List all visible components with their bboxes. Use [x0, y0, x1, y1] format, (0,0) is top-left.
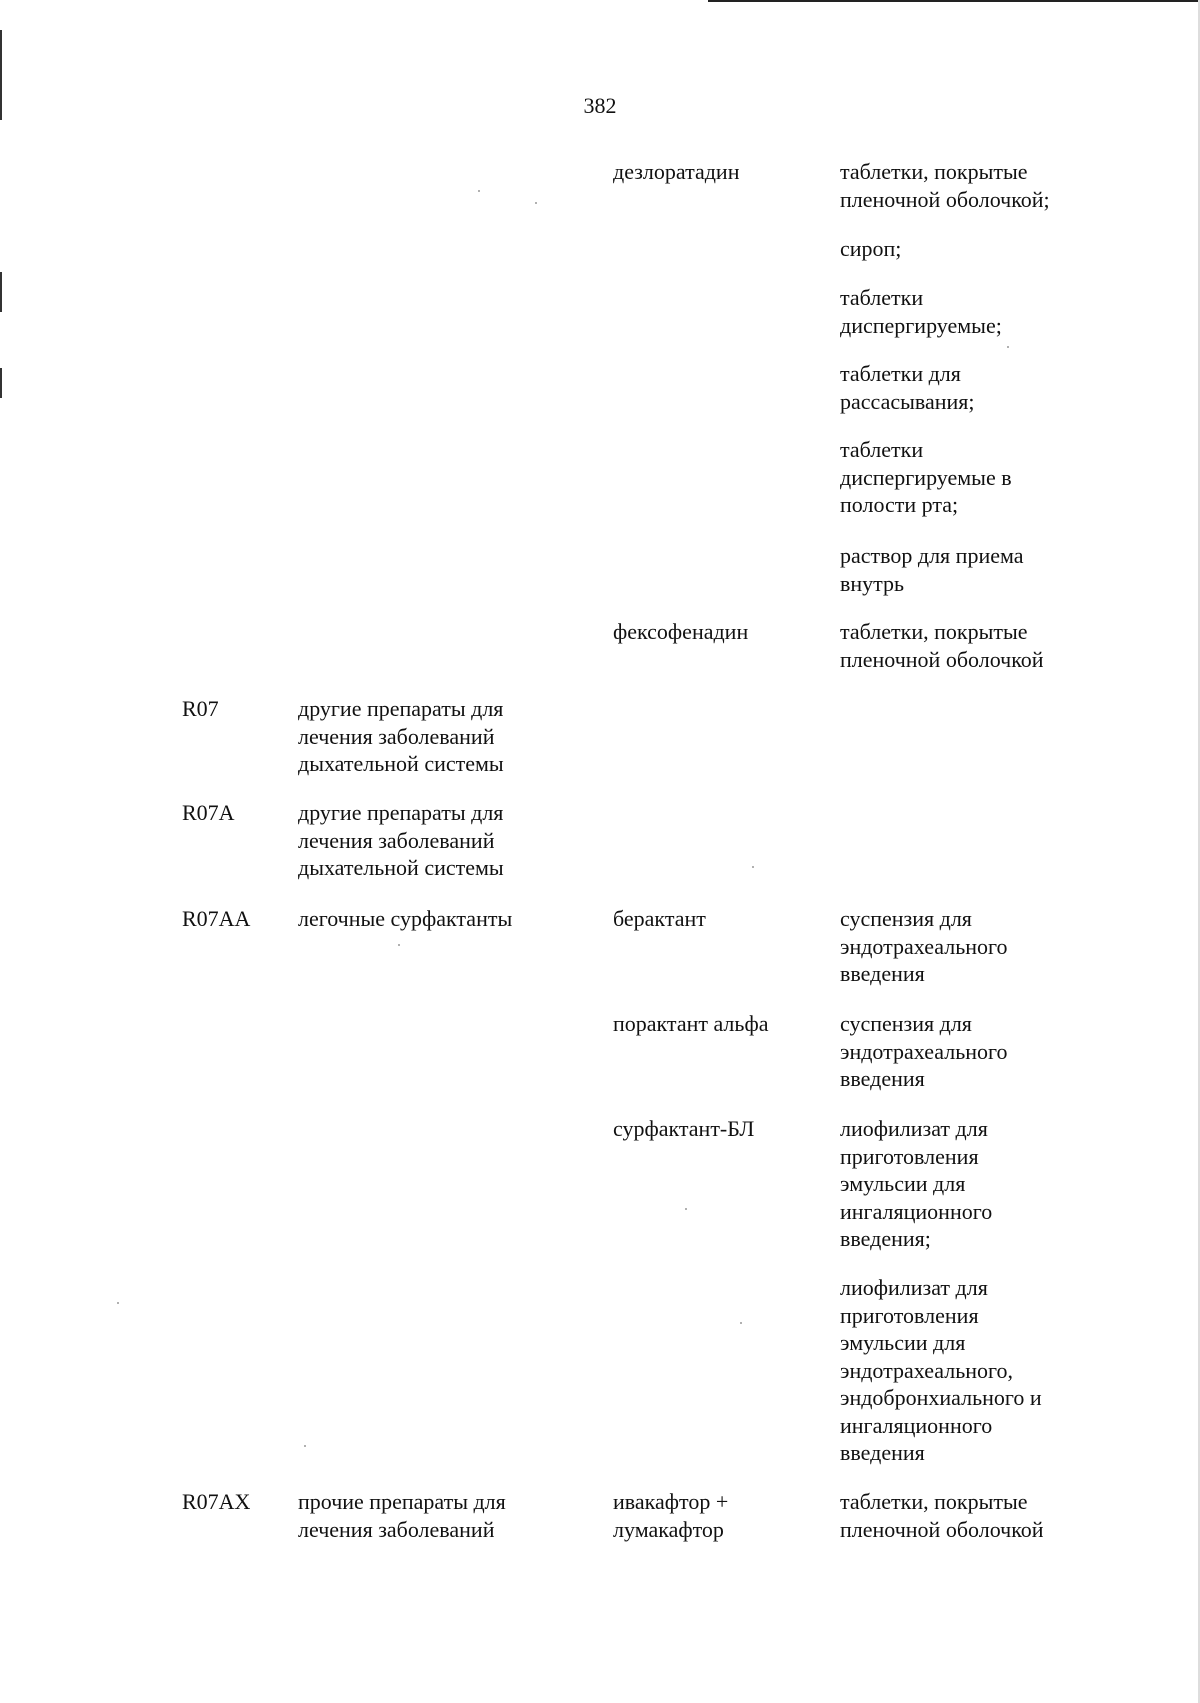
- scan-speck: [398, 944, 400, 946]
- dosage-form: раствор для приема внутрь: [840, 543, 1024, 596]
- atc-group: другие препараты для лечения заболеваний дыхательной системы: [298, 800, 504, 880]
- atc-code: R07AA: [182, 906, 251, 931]
- scan-speck: [752, 866, 754, 868]
- scan-speck: [535, 202, 537, 204]
- atc-group: прочие препараты для лечения заболеваний: [298, 1489, 506, 1542]
- drug-name: дезлоратадин: [613, 159, 740, 184]
- atc-group: легочные сурфактанты: [298, 906, 513, 931]
- scan-speck: [304, 1445, 306, 1447]
- scan-speck: [685, 1208, 687, 1210]
- atc-group: другие препараты для лечения заболеваний дыхательной системы: [298, 696, 504, 776]
- page-number: 382: [583, 93, 617, 118]
- dosage-form: таблетки диспергируемые;: [840, 285, 1002, 338]
- scan-speck: [740, 1322, 742, 1324]
- dosage-form: таблетки для рассасывания;: [840, 361, 975, 414]
- scan-edge-mark: [0, 368, 2, 398]
- scan-speck: [117, 1302, 119, 1304]
- scan-edge-mark: [0, 272, 2, 312]
- drug-name: ивакафтор + лумакафтор: [613, 1489, 729, 1542]
- atc-code: R07AX: [182, 1489, 251, 1514]
- dosage-form: таблетки, покрытые пленочной оболочкой;: [840, 159, 1050, 212]
- scan-speck: [478, 190, 480, 192]
- dosage-form: сироп;: [840, 236, 902, 261]
- drug-name: сурфактант-БЛ: [613, 1116, 755, 1141]
- dosage-form: лиофилизат для приготовления эмульсии для эндотрахеального, эндобронхиального и ингаляционного введения: [840, 1275, 1042, 1465]
- drug-name: порактант альфа: [613, 1011, 769, 1036]
- drug-name: берактант: [613, 906, 706, 931]
- scan-border-line: [708, 0, 1200, 2]
- atc-code: R07: [182, 696, 219, 721]
- scan-speck: [1007, 346, 1009, 348]
- drug-name: фексофенадин: [613, 619, 749, 644]
- dosage-form: лиофилизат для приготовления эмульсии для ингаляционного введения;: [840, 1116, 993, 1251]
- dosage-form: суспензия для эндотрахеального введения: [840, 906, 1008, 986]
- atc-code: R07A: [182, 800, 235, 825]
- dosage-form: таблетки, покрытые пленочной оболочкой: [840, 1489, 1044, 1542]
- dosage-form: таблетки, покрытые пленочной оболочкой: [840, 619, 1044, 672]
- dosage-form: суспензия для эндотрахеального введения: [840, 1011, 1008, 1091]
- dosage-form: таблетки диспергируемые в полости рта;: [840, 437, 1012, 517]
